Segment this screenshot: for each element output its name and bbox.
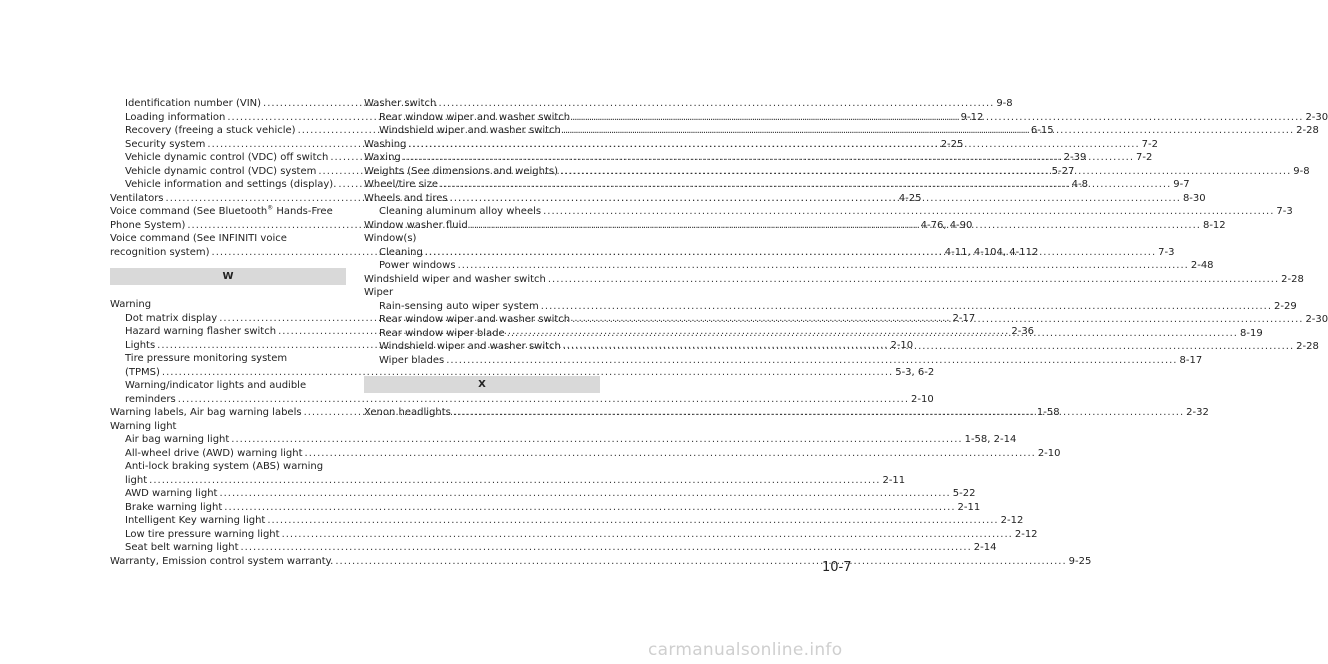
page-number: 10-7 [822,560,852,575]
page-ref: 9-12 [960,111,984,123]
entry-text: Wheels and tires [364,192,448,204]
entry-text: Rear window wiper and washer switch [379,314,571,325]
page-ref: 9-8 [1293,165,1310,177]
letter-header-x: X [364,376,600,393]
entry-text: Brake warning light [125,501,223,513]
dot-leader [563,340,1294,354]
entry-text: Warning labels, Air bag warning labels [110,407,302,418]
index-entry [110,447,1061,461]
dot-leader [470,219,1201,233]
dot-leader [149,474,880,488]
index-entry [364,354,1203,368]
entry-text: All-wheel drive (AWD) warning light [125,447,303,459]
page-ref: 6-15 [1030,125,1054,136]
page-ref: 9-8 [996,98,1013,109]
entry-text: Voice command (See Bluetooth [110,206,268,217]
index-heading-warning-light: Warning light [110,420,177,432]
page-ref: 2-28 [1296,341,1319,352]
dot-leader [408,138,1139,152]
entry-text: Low tire pressure warning light [125,528,280,540]
dot-leader [231,433,962,447]
page-ref: 7-3 [1276,206,1293,217]
dot-leader [548,273,1279,287]
page-ref: 8-19 [1239,327,1263,339]
index-entry [364,205,1293,219]
page-ref: 2-10 [890,339,914,351]
entry-text: reminders [125,393,176,405]
dot-leader [335,555,1066,569]
entries-warning-light-group-b [110,487,1038,555]
page-ref: 5-3, 6-2 [895,366,935,378]
page-ref: 5-22 [952,488,976,499]
index-heading-warning: Warning [110,299,152,310]
entry-text: Waxing [364,152,401,163]
page-ref: 4-8 [1071,179,1088,190]
page-ref: 2-11 [957,501,981,513]
entry-text: Vehicle dynamic control (VDC) off switch [125,152,329,163]
entry-text: Weights (See dimensions and weights) [364,165,558,177]
index-heading-wiper: Wiper [364,287,394,298]
entry-text: Rear window wiper blade [379,327,505,339]
dot-leader [458,259,1189,273]
page-ref: 1-58, 2-14 [964,434,1017,445]
index-entry [110,514,1024,528]
page-ref: 2-11 [882,474,906,486]
watermark: carmanualsonline.info [648,640,843,660]
entry-text: Lights [125,339,156,351]
entry-text: AWD warning light [125,488,218,499]
entry-text: Windshield wiper and washer switch [379,341,561,352]
entry-text: Washing [364,138,407,150]
page-ref: 2-10 [911,393,934,405]
page-ref: 1-58 [1036,407,1060,418]
page-ref: 2-30 [1305,314,1328,325]
entry-text: Windshield wiper and washer switch [379,125,561,136]
entry-text: Tire pressure monitoring system [125,353,288,364]
page-ref: 4-11, 4-104, 4-112 [944,246,1039,258]
dot-leader [282,528,1013,542]
page-ref: 2-36 [1011,326,1035,337]
entry-text: light [125,474,148,486]
index-entry [364,259,1214,273]
page-ref: 2-28 [1281,273,1304,285]
page-ref: 2-10 [1037,447,1061,459]
dot-leader [541,300,1272,314]
page-ref: 8-30 [1182,192,1206,204]
index-entry-abs-warning-light [110,460,906,487]
index-entry [364,273,1304,287]
page-ref: 9-25 [1068,555,1092,567]
dot-leader [425,246,1156,260]
entry-text: Security system [125,138,206,150]
page-ref: 2-17 [952,312,976,324]
entry-text: Dot matrix display [125,312,218,324]
dot-leader [560,165,1291,179]
dot-leader [453,406,1184,420]
dot-leader [224,501,955,515]
page-ref: 2-48 [1190,260,1214,271]
entry-text: Phone System) [110,219,186,231]
page-ref: 9-7 [1173,179,1190,190]
page-ref: 2-29 [1274,300,1297,312]
page-ref: 4-76, 4-90 [920,219,973,231]
entry-text: Intelligent Key warning light [125,515,266,526]
page-ref: 2-39 [1063,152,1087,163]
dot-leader [450,192,1181,206]
page-ref: 2-25 [940,138,964,150]
index-heading-washer-switch: Washer switch [364,98,437,109]
dot-leader [267,514,998,528]
entry-text: Warranty, Emission control system warranty. [110,555,334,567]
letter-header-w: W [110,268,346,285]
dot-leader [563,124,1294,138]
entry-text: Cleaning [379,246,423,258]
page-ref: 2-12 [1000,515,1024,526]
page-ref: 4-25 [898,192,922,204]
page-ref: 7-3 [1158,246,1175,258]
entry-text: Hazard warning flasher switch [125,326,277,337]
dot-leader [572,313,1303,327]
dot-leader [543,205,1274,219]
dot-leader [305,447,1036,461]
entry-text: Window washer fluid [364,219,468,231]
entry-text: Loading information [125,111,226,123]
index-entry [110,487,976,501]
page-ref: 8-17 [1179,354,1203,366]
page-ref: 2-30 [1305,111,1328,123]
entry-text: Cleaning aluminum alloy wheels [379,206,542,217]
dot-leader [440,178,1171,192]
entry-text: Air bag warning light [125,434,230,445]
index-heading-windows: Window(s) [364,233,417,244]
entry-text: Wiper blades [379,354,445,366]
entry-text: Hands-Free [273,206,333,217]
entry-text: Vehicle information and settings (display). [125,179,337,190]
dot-leader [219,487,950,501]
entry-text: Warning/indicator lights and audible [125,380,307,391]
entry-text: Rain-sensing auto wiper system [379,300,539,312]
page-ref: 2-12 [1014,528,1038,540]
entry-text: Voice command (See INFINITI voice [110,233,287,244]
page-ref: 7-2 [1141,138,1159,150]
dot-leader [507,327,1238,341]
dot-leader [403,151,1134,165]
index-entry [364,300,1297,314]
index-entry [110,501,981,515]
page-ref: 7-2 [1136,152,1153,163]
dot-leader [446,354,1177,368]
entry-text: Recovery (freeing a stuck vehicle) [125,125,296,136]
index-entry [110,541,997,555]
page-ref: 2-32 [1186,407,1209,418]
entry-text: Power windows [379,260,456,271]
entry-text: Vehicle dynamic control (VDC) system [125,165,317,177]
entry-text: Xenon headlights [364,407,451,418]
entry-text: Windshield wiper and washer switch [364,273,546,285]
index-entry [110,528,1038,542]
page-ref: 2-28 [1296,125,1319,136]
index-entry-warning-indicator-lights [110,379,934,406]
dot-leader [241,541,972,555]
page-ref: 8-12 [1202,219,1226,231]
entry-text: recognition system) [110,246,210,258]
dot-leader [572,111,1303,125]
index-entry [110,433,1017,447]
entry-text: Ventilators [110,192,164,204]
page-ref: 2-14 [973,542,997,553]
entry-text: Anti-lock braking system (ABS) warning [125,461,324,472]
entry-text: (TPMS) [125,366,160,378]
entries-warning-light-group-a [110,433,1061,460]
registered-mark: ® [267,204,274,212]
entry-text: Seat belt warning light [125,542,239,553]
page-ref: 5-27 [1051,165,1075,177]
entry-text: Wheel/tire size [364,179,438,190]
entry-text: Identification number (VIN) [125,98,262,109]
entry-text: Rear window wiper and washer switch [379,111,571,123]
